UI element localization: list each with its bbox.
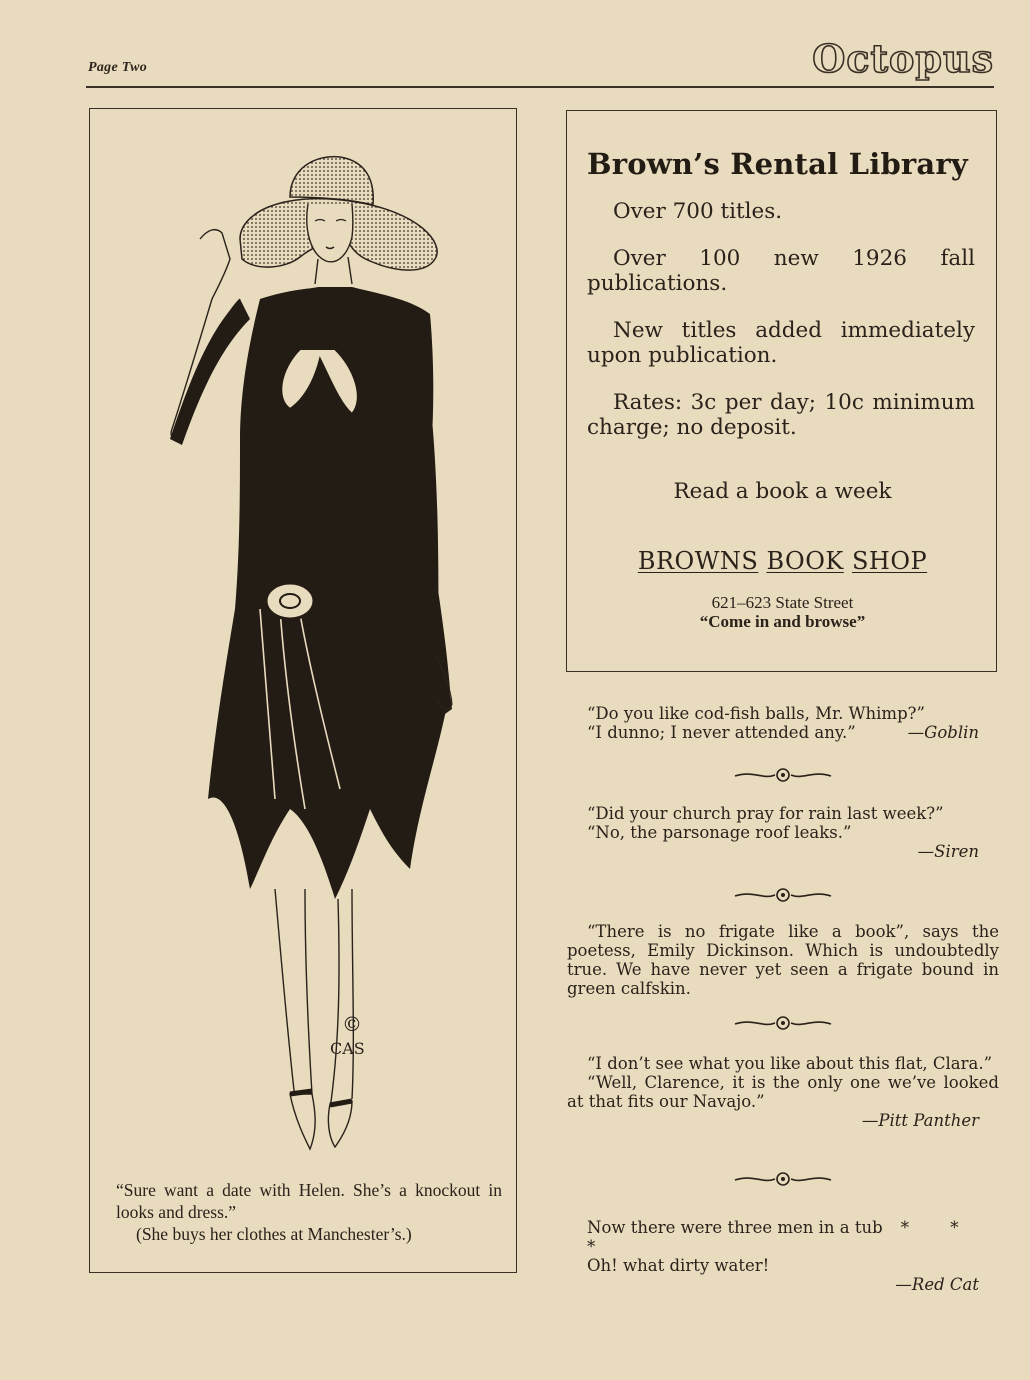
- ornament-divider-icon: [733, 1170, 833, 1188]
- shop-word: SHOP: [851, 547, 928, 575]
- ad-title: Brown’s Rental Library: [587, 147, 968, 181]
- hat-crown: [290, 157, 373, 205]
- masthead-title: Octopus: [812, 36, 994, 81]
- ornament-divider-icon: [733, 1014, 833, 1032]
- header-rule: [86, 86, 994, 88]
- shop-slogan: “Come in and browse”: [699, 612, 866, 631]
- joke-item: [567, 922, 999, 998]
- artist-monogram-copyright: ©: [342, 1012, 362, 1036]
- joke-line: “Do you like cod-fish balls, Mr. Whimp?”: [587, 704, 925, 723]
- ad-line: Over 100 new 1926 fall publications.: [587, 246, 975, 296]
- joke-line-with-stars: [567, 1218, 999, 1256]
- joke-line: “No, the parsonage roof leaks.”: [587, 823, 852, 842]
- ad-line: Rates: 3c per day; 10c minimum charge; no deposit.: [587, 390, 975, 440]
- ad-line: Over 700 titles.: [613, 199, 783, 224]
- ad-line: New titles added immediately upon publication.: [587, 318, 975, 368]
- shop-word: BROWNS: [637, 547, 759, 575]
- fashion-illustration: [90, 109, 518, 1169]
- joke-credit: —Pitt Panther: [861, 1111, 979, 1130]
- shop-name: [567, 547, 998, 575]
- shop-word: BOOK: [766, 547, 844, 575]
- joke-line: “Well, Clarence, it is the only one we’ve looked at that fits our Navajo.”: [567, 1073, 999, 1111]
- ornament-divider-icon: [733, 886, 833, 904]
- joke-item: [567, 1054, 999, 1130]
- page-label: Page Two: [88, 60, 148, 75]
- ad-caption: [116, 1179, 502, 1245]
- caption-note: (She buys her clothes at Manchester’s.): [136, 1224, 412, 1244]
- joke-credit: —Goblin: [907, 723, 979, 742]
- shop-address: 621–623 State Street: [711, 593, 854, 612]
- joke-paragraph: “There is no frigate like a book”, says the poetess, Emily Dickinson. Which is undoubtedly true. We have never yet seen a frigate bound in green calfskin.: [567, 922, 999, 998]
- joke-line: “I dunno; I never attended any.”: [587, 723, 856, 742]
- joke-item: [567, 704, 999, 742]
- caption-quote: “Sure want a date with Helen. She’s a knockout in looks and dress.”: [116, 1180, 502, 1222]
- manchesters-ad-panel: [89, 108, 517, 1273]
- artist-monogram-initials: CAS: [330, 1039, 365, 1058]
- ornament-divider-icon: [733, 766, 833, 784]
- joke-stars: * * *: [587, 1218, 977, 1256]
- ad-body: [587, 199, 975, 462]
- joke-line: “Did your church pray for rain last week?”: [587, 804, 944, 823]
- joke-line: Oh! what dirty water!: [587, 1256, 770, 1275]
- ad-tagline: Read a book a week: [673, 479, 892, 504]
- joke-item: [567, 804, 999, 861]
- joke-credit: —Siren: [917, 842, 979, 861]
- joke-item: [567, 1218, 999, 1294]
- joke-line-with-credit: [567, 723, 999, 742]
- joke-line: Now there were three men in a tub: [587, 1218, 883, 1237]
- joke-credit: —Red Cat: [895, 1275, 979, 1294]
- joke-line: “I don’t see what you like about this flat, Clara.”: [587, 1054, 993, 1073]
- browns-library-ad: [566, 110, 997, 672]
